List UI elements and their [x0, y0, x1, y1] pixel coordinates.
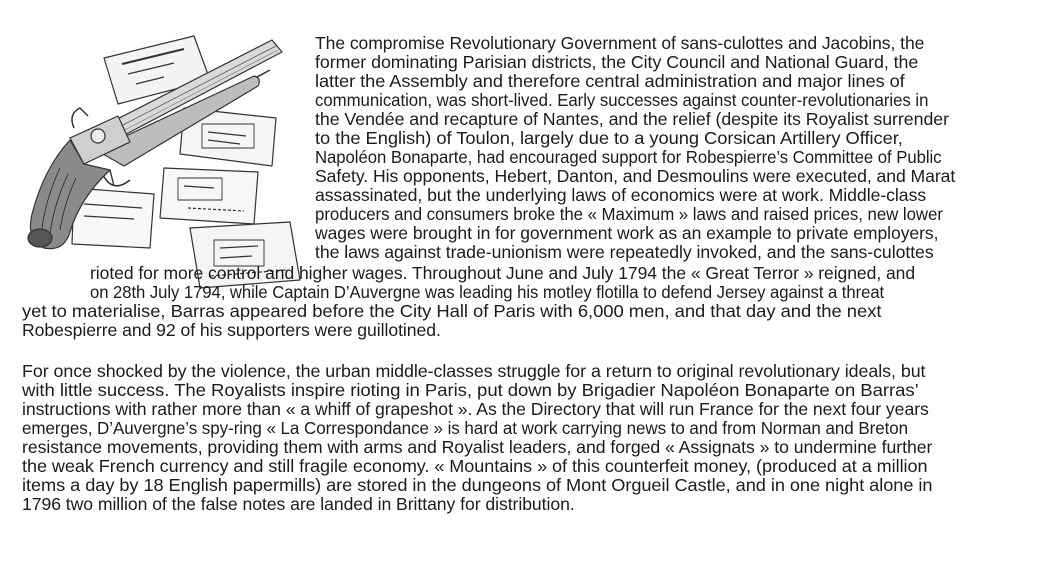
text-line: on 28th July 1794, while Captain D’Auvergne was leading his motley flotilla to defend Jersey against a threat	[90, 282, 885, 302]
banknote-sketch-3	[160, 168, 258, 224]
text-line: Robespierre and 92 of his supporters were guillotined.	[22, 320, 441, 340]
pistol-and-banknotes-illustration	[14, 18, 314, 300]
text-line: latter the Assembly and therefore central administration and major lines of	[315, 71, 905, 91]
text-line: producers and consumers broke the « Maximum » laws and raised prices, new lower	[315, 204, 943, 224]
text-line: emerges, D’Auvergne’s spy-ring « La Correspondance » is hard at work carrying news to and from Norman and Breton	[22, 418, 909, 438]
text-line: resistance movements, providing them with arms and Royalist leaders, and forged « Assignats » to undermine further	[22, 437, 933, 457]
text-line: yet to materialise, Barras appeared before the City Hall of Paris with 6,000 men, and that day and the next	[22, 301, 882, 321]
text-line: For once shocked by the violence, the urban middle-classes struggle for a return to original revolutionary ideals, but	[22, 361, 926, 381]
text-line: communication, was short-lived. Early successes against counter-revolutionaries in	[315, 90, 929, 110]
text-line: the laws against trade-unionism were repeatedly invoked, and the sans-culottes	[315, 242, 934, 262]
text-line: former dominating Parisian districts, the City Council and National Guard, the	[315, 52, 919, 72]
text-line: The compromise Revolutionary Government of sans-culottes and Jacobins, the	[315, 33, 925, 53]
text-line: with little success. The Royalists inspire rioting in Paris, put down by Brigadier Napoléon Bonaparte on Barras’	[22, 380, 919, 400]
text-line: instructions with rather more than « a whiff of grapeshot ». As the Directory that will run France for the next four years	[22, 399, 929, 419]
text-line: rioted for more control and higher wages. Throughout June and July 1794 the « Great Terror » reigned, and	[90, 263, 916, 283]
text-line: to the English) of Toulon, largely due to a young Corsican Artillery Officer,	[315, 128, 903, 148]
text-line: 1796 two million of the false notes are landed in Brittany for distribution.	[22, 494, 575, 514]
text-line: the Vendée and recapture of Nantes, and the relief (despite its Royalist surrender	[315, 109, 949, 129]
text-line: Safety. His opponents, Hebert, Danton, and Desmoulins were executed, and Marat	[315, 166, 956, 186]
text-line: Napoléon Bonaparte, had encouraged support for Robespierre’s Committee of Public	[315, 147, 942, 167]
text-line: the weak French currency and still fragile economy. « Mountains » of this counterfeit money, (produced at a million	[22, 456, 928, 476]
text-line: wages were brought in for government work as an example to private employers,	[315, 223, 939, 243]
text-line: items a day by 18 English papermills) are stored in the dungeons of Mont Orgueil Castle, and in one night alone in	[22, 475, 933, 495]
text-line: assassinated, but the underlying laws of economics were at work. Middle-class	[315, 185, 927, 205]
